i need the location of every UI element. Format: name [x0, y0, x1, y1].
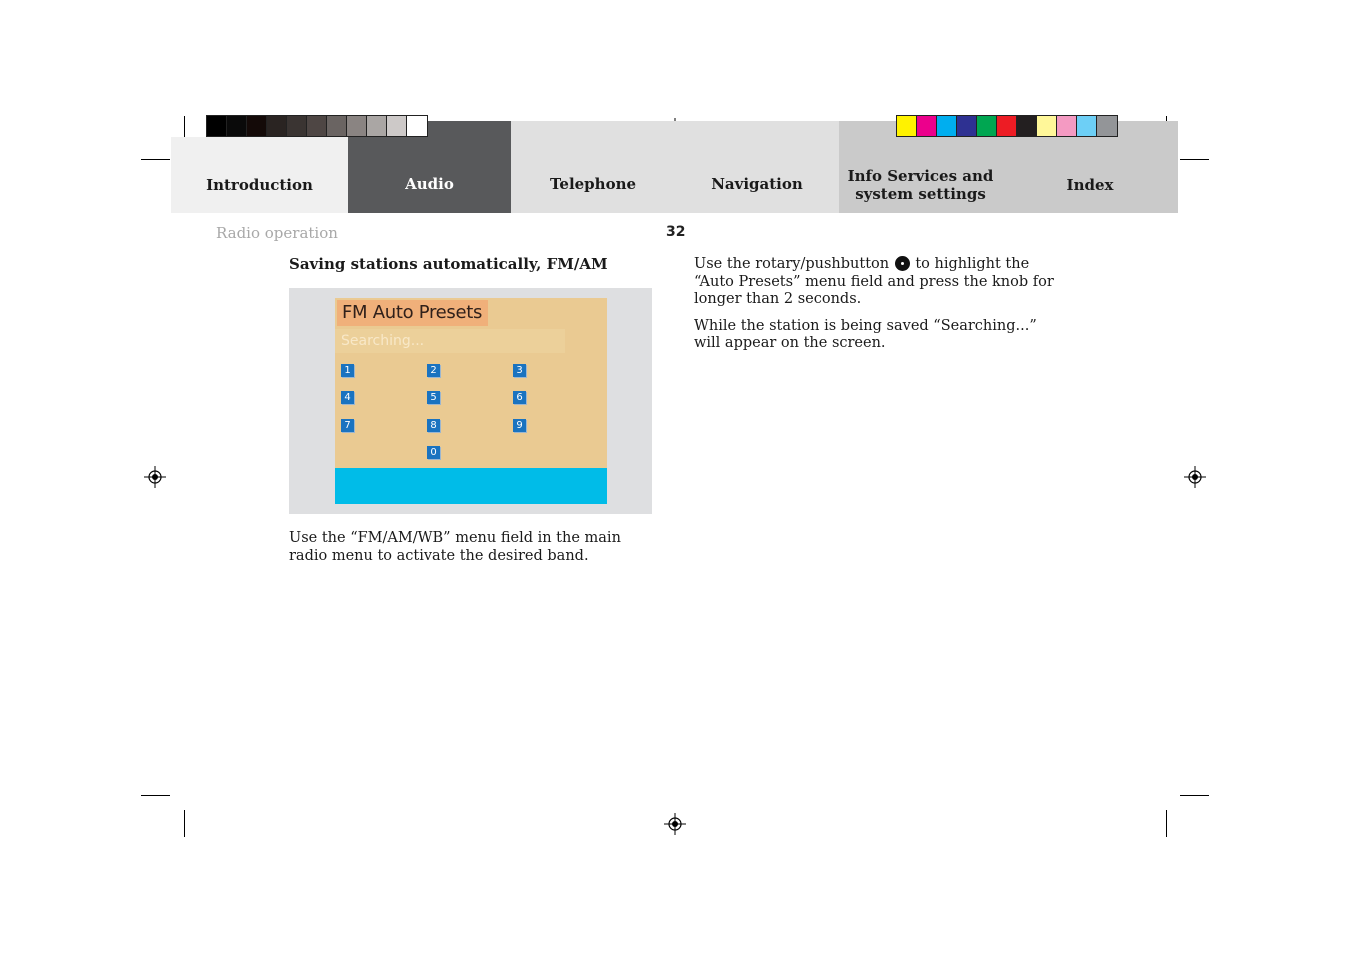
preset-key: 0: [427, 446, 440, 459]
color-swatch: [347, 116, 367, 136]
screen-figure: [289, 288, 652, 514]
tab-label: Telephone: [549, 175, 637, 193]
color-swatch: [207, 116, 227, 136]
preset-key: 7: [341, 419, 354, 432]
tab-label: Audio: [405, 175, 454, 193]
color-swatch: [977, 116, 997, 136]
tab-telephone[interactable]: [511, 121, 675, 213]
color-swatch: [1077, 116, 1097, 136]
crop-mark: [141, 159, 170, 160]
preset-key: 8: [427, 419, 440, 432]
color-swatch: [937, 116, 957, 136]
preset-key: 9: [513, 419, 526, 432]
registration-mark-icon: [664, 813, 686, 835]
color-swatch: [1057, 116, 1077, 136]
color-swatch: [287, 116, 307, 136]
color-swatch: [307, 116, 327, 136]
color-swatch: [1097, 116, 1117, 136]
crop-mark: [141, 795, 170, 796]
instruction-text: Use the rotary/pushbutton: [694, 256, 890, 272]
tab-label: Introduction: [206, 176, 313, 194]
instruction-paragraph: While the station is being saved “Searching...” will appear on the screen.: [694, 317, 1037, 351]
preset-key: 6: [513, 391, 526, 404]
instruction-text: to highlight the “Auto Presets” menu field and press the knob for longer than 2 seconds.: [694, 256, 1054, 307]
instructions: [694, 256, 1054, 362]
preset-key: 4: [341, 391, 354, 404]
crop-mark: [1180, 159, 1209, 160]
crop-mark: [1180, 795, 1209, 796]
screen-title: FM Auto Presets: [337, 300, 488, 326]
figure-caption: Use the “FM/AM/WB” menu field in the main radio menu to activate the desired band.: [289, 530, 621, 564]
color-swatch: [997, 116, 1017, 136]
radio-display: [335, 298, 607, 504]
preset-key: 3: [513, 364, 526, 377]
tab-label: Index: [1066, 176, 1114, 194]
screen-footer-bar: [335, 468, 607, 504]
color-swatch: [227, 116, 247, 136]
color-swatch: [407, 116, 427, 136]
tab-label-line: system settings: [855, 185, 986, 203]
color-swatch: [387, 116, 407, 136]
instruction-paragraph: [694, 256, 1054, 309]
tab-label-line: Info Services and: [847, 167, 994, 185]
tab-navigation[interactable]: [675, 121, 839, 213]
color-swatch: [367, 116, 387, 136]
color-swatch: [897, 116, 917, 136]
screen-status: Searching...: [335, 329, 565, 353]
section-heading: Saving stations automatically, FM/AM: [289, 255, 608, 273]
crop-mark: [184, 810, 185, 837]
crop-mark: [1166, 810, 1167, 837]
grayscale-calibration-bar: [206, 115, 428, 137]
tab-introduction[interactable]: [171, 137, 348, 213]
tab-label: Navigation: [711, 175, 803, 193]
color-swatch: [917, 116, 937, 136]
color-swatch: [327, 116, 347, 136]
section-title: Radio operation: [216, 224, 338, 242]
color-swatch: [267, 116, 287, 136]
color-swatch: [1037, 116, 1057, 136]
color-swatch: [957, 116, 977, 136]
page-number: 32: [666, 224, 686, 240]
registration-mark-icon: [144, 466, 166, 488]
preset-key: 2: [427, 364, 440, 377]
color-swatch: [1017, 116, 1037, 136]
registration-mark-icon: [1184, 466, 1206, 488]
color-swatch: [247, 116, 267, 136]
tab-label: [848, 167, 994, 203]
preset-key: 5: [427, 391, 440, 404]
preset-key: 1: [341, 364, 354, 377]
rotary-knob-icon: [895, 256, 910, 271]
color-calibration-bar: [896, 115, 1118, 137]
